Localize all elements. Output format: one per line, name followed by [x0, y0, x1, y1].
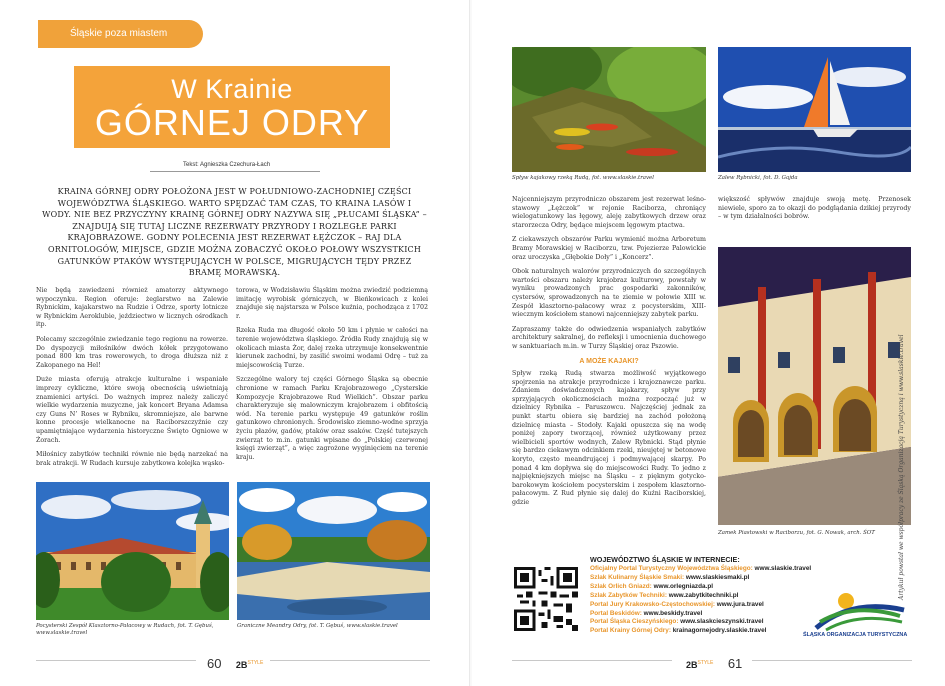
- paragraph: Rzeka Ruda ma długość około 50 km i płynie w całości na terenie województwa śląskiego. Źródła Rudy znajdują się w okolicach miasta Żor, dalej rzeka utrzymuje konsekwentnie kierunek zachodni, by zasilić swoimi wodami Odrę – tuż za miejscowością Turze.: [236, 327, 428, 369]
- castle-photo: [718, 247, 911, 525]
- kayak-photo: [512, 47, 706, 172]
- list-item[interactable]: Szlak Zabytków Techniki: www.zabytkitechniki.pl: [590, 591, 739, 599]
- left-folio: [207, 655, 263, 673]
- list-item[interactable]: Szlak Kulinarny Śląskie Smaki: www.slaskiesmaki.pl: [590, 573, 750, 581]
- paragraph: Szczególne walory tej części Górnego Śląska są obecnie chronione w ramach Parku Krajobrazowego „Cysterskie Kompozycje Krajobrazowe Rud Wielkich”. Obszar parku charakteryzuje się malowniczym krajobrazem i obfitością wód. Na terenie parku występuje 49 gatunków roślin gatunkowo chronionych. Środowisko ziemno-wodne sprzyja życiu płazów, gadów, ptaków oraz ssaków. Część tutejszych zwierząt to m.in. gatunki wpisane do „Polskiej czerwonej księgi zwierząt”, a więc zagrożone wyginięciem na terenie kraju.: [236, 376, 428, 461]
- author-rule: [150, 171, 320, 172]
- sot-logo-text: ŚLĄSKA ORGANIZACJA TURYSTYCZNA: [803, 632, 908, 638]
- portal-link-list: [590, 565, 811, 636]
- meanders-photo: [237, 482, 430, 620]
- right-column-2: [718, 196, 911, 228]
- list-item[interactable]: Portal Jury Krakowsko-Częstochowskiej: www.jura.travel: [590, 600, 764, 608]
- list-item[interactable]: Oficjalny Portal Turystyczny Województwa Śląskiego: www.slaskie.travel: [590, 565, 812, 572]
- list-item[interactable]: Portal Śląska Cieszyńskiego: www.slaskcieszynski.travel: [590, 618, 764, 626]
- left-column-1: [36, 287, 228, 474]
- left-page: [0, 0, 470, 686]
- kayak-caption: Spływ kajakowy rzeką Rudą, fot. www.slaskie.travel: [512, 175, 654, 181]
- meanders-caption: Graniczne Meandry Odry, fot. T. Gębuś, www.slaskie.travel: [237, 623, 398, 629]
- right-column-1: [512, 196, 706, 514]
- paragraph: Miłośnicy zabytków techniki równie nie będą narzekać na brak atrakcji. W Rudach kursuje zabytkowa kolejka wąsko-: [36, 451, 228, 467]
- brand-logo: $2B^{STYLE}$: [235, 660, 264, 670]
- author-credit: Tekst: Agnieszka Czechura-Łach: [183, 162, 271, 168]
- paragraph: większość spływów znajduje swoją metę. Przenosek niewiele, sporo za to okazji do podglądania dzikiej przyrody – w tym działalności bobrów.: [718, 196, 911, 221]
- list-item[interactable]: Portal Beskidów: www.beskidy.travel: [590, 609, 703, 617]
- title-line-2: GÓRNEJ ODRY: [94, 102, 370, 143]
- right-folio: [686, 655, 742, 673]
- folio-rule: [36, 660, 196, 661]
- paragraph: Spływ rzeką Rudą stwarza możliwość wyjątkowego spojrzenia na atrakcje przyrodnicze i krajoznawcze parku. Zdaniem doświadczonych kajakarzy, spływ przy sprzyjających okolicznościach można rozpocząć już w dzielnicy Rybnika – Paruszowcu. Najczęściej jednak za punkt startu obiera się bardziej na zachód położoną dzielnicę miasta – Stodoły. Kajaki opuszcza się na wodę poniżej zapory tworzącej, również użytkowany przez wielbicieli sportów wodnych, Zalew Rybnicki. Stąd płynie się bardzo ciekawym odcinkiem rzeki, nieujętej w betonowe koryto, często meandrującej i podmywającej skarpy. Po ponad 4 km dopływa się do miejscowości Rudy. To jedno z najpiękniejszych miejsc na Śląsku – z pięknym gotycko-barokowym kościołem pocysterskim i zespołem klasztorno-pałacowym. Z Rud płynie się dalej do Kuźni Raciborskiej, gdzie: [512, 370, 706, 506]
- vertical-credit-text: Artykuł powstał we współpracy ze Śląską Organizacją Turystyczną i www.slaskie.travel: [898, 334, 905, 600]
- paragraph: Najcenniejszym przyrodniczo obszarem jest rezerwat leśno-stawowy „Łężczok” w rejonie Raciborza, chroniący wielogatunkowy las łęgowy, aleję zabytkowych drzew oraz starorzecza Odry, będące miejscem lęgowym ptactwa.: [512, 196, 706, 229]
- paragraph: Duże miasta oferują atrakcje kulturalne i wspaniałe imprezy cykliczne, które swoją obecnością uświetniają znamienici artyści. Do ważnych imprez należy zaliczyć wielkie wydarzenia muzyczne, jak koncert Bryana Adamsa czy Guns N’ Roses w Rybniku, skromniejsze, ale barwne konne procesje wielkanocne na Raciborszczyźnie czy upamiętniające wydarzenia historyczne Święto Ogniowe w Żorach.: [36, 376, 228, 444]
- left-column-2: [236, 287, 428, 468]
- paragraph: Nie będą zawiedzeni również amatorzy aktywnego wypoczynku. Region oferuje: żeglarstwo na Zalewie Rybnickim, kajakarstwo na Rudzie i Odrze, sporty lotnicze w Rybnickim Aeroklubie, jeździectwo w licznych ośrodkach itp.: [36, 287, 228, 329]
- sot-logo-icon: [812, 588, 908, 632]
- section-subhead: A MOŻE KAJAKI?: [579, 357, 639, 365]
- qr-code[interactable]: [514, 567, 578, 631]
- palace-photo: [36, 482, 229, 620]
- sail-caption: Zalew Rybnicki, fot. D. Gajda: [718, 175, 798, 181]
- sail-photo: [718, 47, 911, 172]
- section-tab: Śląskie poza miastem: [38, 20, 203, 48]
- paragraph: Polecamy szczególnie zwiedzanie tego regionu na rowerze. Do dyspozycji miłośników dwóch kółek przygotowano ponad 800 km tras rowerowych, to droga dłuższa niż z Zakopanego na Hel!: [36, 335, 228, 369]
- page-number: 60: [207, 656, 222, 671]
- paragraph: Obok naturalnych walorów przyrodniczych do szczególnych wartości obszaru należy krajobraz kulturowy, powstały w wyniku prowadzonych prac gospodarki zakonników, cystersów, sprowadzonych na te ziemie w połowie XIII w. Zespół klasztorno-pałacowy wraz z pocysterskim, XIII-wiecznym kościołem stanowi najcenniejszy zabytek parku.: [512, 268, 706, 319]
- page-number: 61: [727, 656, 743, 671]
- brand-logo: $2B^{STYLE}$: [686, 660, 714, 670]
- folio-rule: [512, 660, 672, 661]
- folio-rule: [752, 660, 912, 661]
- palace-caption: Pocysterski Zespół Klasztorno-Pałacowy w Rudach, fot. T. Gębuś, www.slaskie.travel: [36, 623, 214, 636]
- folio-rule: [270, 660, 430, 661]
- paragraph: Z ciekawszych obszarów Parku wymienić można Arboretum Bramy Morawskiej w Raciborzu, tzw. Pojezierze Palowickie oraz uroczyska „Głębokie Doły” i „Koncerz”.: [512, 236, 706, 261]
- list-item[interactable]: Portal Krainy Górnej Odry: krainagornejodry.slaskie.travel: [590, 627, 767, 635]
- list-item[interactable]: Szlak Orlich Gniazd: www.orlegniazda.pl: [590, 582, 713, 590]
- paragraph: torowa, w Wodzisławiu Śląskim można zwiedzić podziemną imitację wyrobisk górniczych, w Bieńkowicach z kolei znajduje się najstarsza w Polsce kuźnia, pochodząca z 1702 r.: [236, 287, 428, 320]
- vertical-credit: [898, 180, 914, 600]
- castle-caption: Zamek Piastowski w Raciborzu, fot. G. Nowak, arch. ŚOT: [718, 530, 875, 536]
- title-line-1: W Krainie: [171, 74, 293, 104]
- paragraph: Zapraszamy także do odwiedzenia wspaniałych zabytków architektury sakralnej, do refleksji i umocnienia duchowego w sanktuariach m.in. w Turzy Śląskiej oraz Pszowie.: [512, 325, 706, 350]
- title-box: [74, 66, 390, 148]
- internet-box-title: WOJEWÓDZTWO ŚLĄSKIE W INTERNECIE:: [590, 555, 740, 564]
- lead-paragraph: KRAINA GÓRNEJ ODRY POŁOŻONA JEST W POŁUDNIOWO-ZACHODNIEJ CZĘŚCI WOJEWÓDZTWA ŚLĄSKIEGO. WARTO SPĘDZAĆ TAM CZAS, TO KRAINA LASÓW I WODY. NIE BEZ PRZYCZYNY KRAINĘ GÓRNEJ ODRY NAZYWA SIĘ „PŁUCAMI ŚLĄSKA” – ZNAJDUJĄ SIĘ TUTAJ LICZNE REZERWATY PRZYRODY I ROZLEGŁE PARKI KRAJOBRAZOWE. GODNY POLECENIA JEST REZERWAT ŁĘŻCZOK – RAJ DLA ORNITOLOGÓW, MIEJSCE, GDZIE MOŻNA ZOBACZYĆ OKOŁO POŁOWY WSZYSTKICH GATUNKÓW PTAKÓW WYSTĘPUJĄCYCH W POLSCE, MIGRUJĄCYCH TĘDY PRZEZ BRAMĘ MORAWSKĄ.: [42, 187, 427, 278]
